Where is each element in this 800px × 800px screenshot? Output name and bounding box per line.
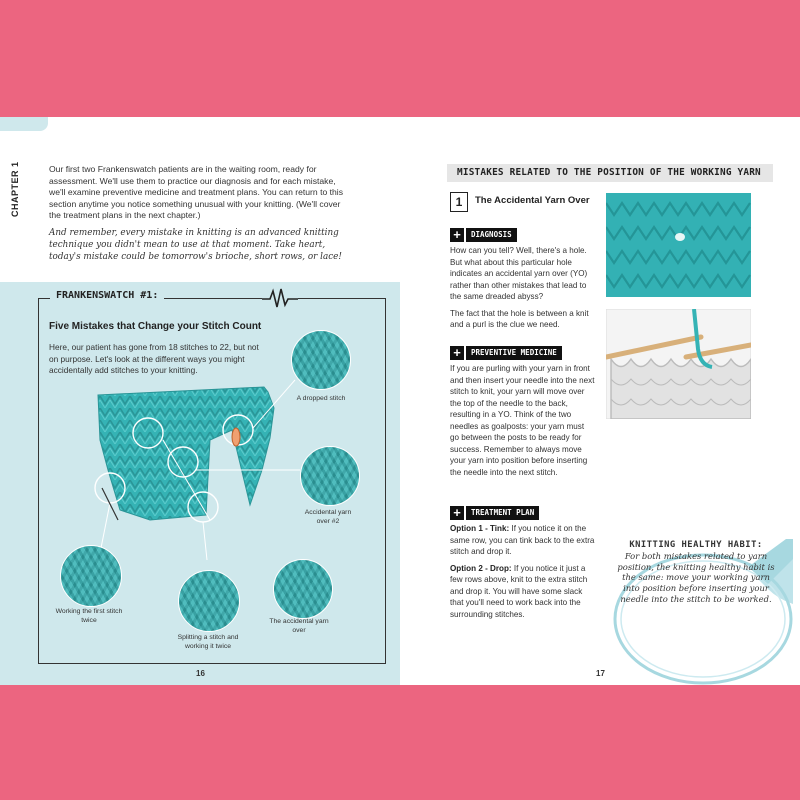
intro-paragraph: Our first two Frankenswatch patients are in the waiting room, ready for assessment. We'll use them to practice our diagnosis and for each mistake, we'll examine preventive medicine and treatment plans. You can return to this section anytime you notice something unusual with your knitting. (We'll cover the treatment plans in the next chapter.) — [49, 164, 343, 220]
frankenswatch-title: Five Mistakes that Change your Stitch Count — [49, 321, 262, 332]
preventive-text: If you are purling with your yarn in front and then insert your needle into the next stitch to knit, your yarn will move over the top of the needle to the back, resulting in a YO. Think of the two needles as goalposts: your yarn must go between the posts to be ready for success. Remember to always move your yarn into position before inserting the needle into the next stitch. — [450, 364, 595, 477]
callout-caption-2: Accidental yarn over #2 — [304, 509, 352, 525]
needles-illustration — [606, 309, 751, 419]
dropped-stitch-photo — [291, 330, 351, 390]
swatch-body — [98, 387, 274, 520]
treatment-text: Option 1 - Tink: If you notice it on the same row, you can tink back to the extra stitch and drop it. Option 2 - Drop: If you notice it just a few rows above, knit to the extra stitch and drop it. You will have some slack that you'll need to work back into the surrounding stitches. — [450, 524, 595, 619]
healthy-habit-text: KNITTING HEALTHY HABIT: For both mistakes related to yarn position, the knitting healthy habit is the same: move your working yarn into position before inserting your needle into the stitch to be worked. — [617, 540, 775, 604]
yarn-over-2-photo — [300, 446, 360, 506]
callout-caption-5: Working the first stitch twice — [55, 608, 123, 624]
page-number-right: 17 — [596, 669, 605, 678]
plus-icon: + — [450, 346, 464, 360]
accidental-yarn-over-photo — [273, 559, 333, 619]
plus-icon: + — [450, 228, 464, 242]
callout-caption-1: A dropped stitch — [296, 395, 346, 402]
section-heading: MISTAKES RELATED TO THE POSITION OF THE WORKING YARN — [447, 164, 773, 182]
mistake-title: The Accidental Yarn Over — [475, 195, 590, 206]
mistake-number: 1 — [450, 192, 468, 212]
split-stitch-photo — [178, 570, 240, 632]
callout-caption-3: The accidental yarn over — [269, 618, 329, 634]
stitch-marker-icon — [232, 428, 240, 446]
book-spread: CHAPTER 1 Our first two Frankenswatch patients are in the waiting room, ready for assessment. We'll use them to practice our diagnosis and for each mistake, we'll examine preventive medicine and treatment plans. You can return to this section anytime you notice something unusual with your knitting. (We'll cover the treatment plans in the next chapter.) And remember, every mistake in knitting is an advanced knitting technique you didn't mean to use at that moment. Take heart, today's mistake could be tomorrow's brioche, short rows, or lace! FRANKENSWATCH #1: Five Mistakes that Change your Stitch Count Here, our patient has gone from 18 stitches to 22, but not on purpose. Let's look at the different ways you might accidentally add stitches to your knitting. A dropped stitch Accidental yarn over #2 The accidental yarn over Splitting a stitch and working it twice Working the first stitch twice 16 MISTAKES RELATED TO THE POSITION OF THE WORKING YARN 1 The Accidental Yarn Over + DIAGNOSIS How can you tell? Well, there's a hole. But what about this particular hole indicates an accidental yarn over (YO) rather than other mistakes that lead to the same dreaded abyss? The fact that the hole is between a knit and a purl is the clue we need. + PREVENTIVE MEDICINE If you are purling with your yarn in front and then insert your needle into the next stitch to knit, your yarn will move over the top of the needle to the back, resulting in a YO. Think of the two needles as goalposts: your yarn must go between the posts to be ready for success. Remember to always move your yarn into position before inserting the needle into the next stitch. + TREATMENT PLAN Option 1 - Tink: If you notice it on the same row, you can tink back to the extra stitch and drop it. Option 2 - Drop: If you notice it just a few rows above, knit to the extra stitch and drop it. You will have some slack that you'll need to work back into the surrounding stitches. KNITTING HEALTHY HABIT: For both mistakes related to yarn position, the knitting healthy habit is the same: move your working yarn into position before inserting your needle into the stitch to be worked. 17 — [0, 117, 800, 685]
yarn-over-hole-photo — [606, 193, 751, 297]
plus-icon: + — [450, 506, 464, 520]
chapter-label: CHAPTER 1 — [10, 161, 20, 217]
frankenswatch-description: Here, our patient has gone from 18 stitches to 22, but not on purpose. Let's look at the different ways you might accidentally add stitches to your knitting. — [49, 342, 259, 375]
frankenswatch-label: FRANKENSWATCH #1: — [50, 290, 164, 301]
handwritten-paragraph: And remember, every mistake in knitting is an advanced knitting technique you didn't mean to use at that moment. Take heart, today's mistake could be tomorrow's brioche, short rows, or lace! — [49, 227, 342, 262]
first-stitch-photo — [60, 545, 122, 607]
callout-caption-4: Splitting a stitch and working it twice — [177, 634, 239, 650]
page-number-left: 16 — [196, 669, 205, 678]
diagnosis-text: How can you tell? Well, there's a hole. But what about this particular hole indicates an accidental yarn over (YO) rather than other mistakes that lead to the same dreaded abyss? The fact that the hole is between a knit and a purl is the clue we need. — [450, 246, 589, 329]
